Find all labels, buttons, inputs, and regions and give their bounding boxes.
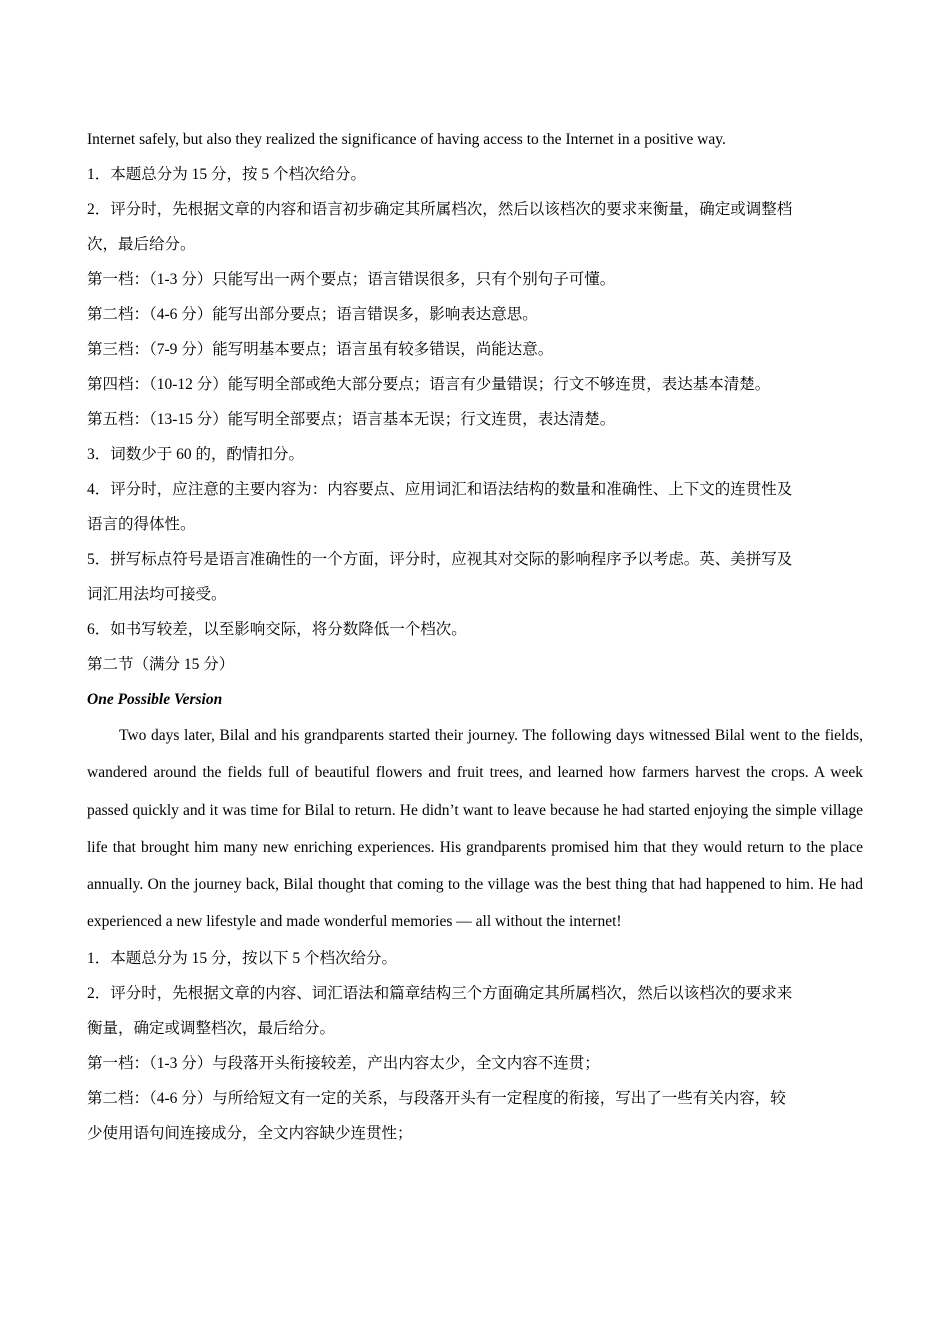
text-line: 第三档：（7-9 分）能写明基本要点；语言虽有较多错误，尚能达意。 (87, 341, 554, 358)
text-line: 1．本题总分为 15 分，按以下 5 个档次给分。 (87, 949, 398, 967)
text-line: Internet safely, but also they realized the significance of having access to the Internet in a positive way. (87, 131, 726, 148)
text-line: 少使用语句间连接成分，全文内容缺少连贯性； (87, 1124, 413, 1142)
text-line: 第二档：（4-6 分）与所给短文有一定的关系，与段落开头有一定程度的衔接，写出了一些有关内容，较 (87, 1089, 786, 1107)
text-line: 衡量，确定或调整档次，最后给分。 (87, 1019, 336, 1037)
text-line: 第一档：（1-3 分）只能写出一两个要点；语言错误很多，只有个别句子可懂。 (87, 271, 616, 288)
text-line: 3．词数少于 60 的，酌情扣分。 (87, 446, 305, 463)
text-line: 第五档：（13-15 分）能写明全部要点；语言基本无误；行文连贯，表达清楚。 (87, 411, 616, 428)
text-line: 6．如书写较差，以至影响交际，将分数降低一个档次。 (87, 621, 467, 638)
text-line: 词汇用法均可接受。 (87, 586, 227, 603)
text-line: 第四档：（10-12 分）能写明全部或绝大部分要点；语言有少量错误；行文不够连贯，表达基本清楚。 (87, 376, 771, 393)
text-line: 4．评分时，应注意的主要内容为：内容要点、应用词汇和语法结构的数量和准确性、上下文的连贯性及 (87, 481, 793, 498)
text-line: 2．评分时，先根据文章的内容和语言初步确定其所属档次，然后以该档次的要求来衡量，确定或调整档 (87, 201, 793, 218)
text-line: 语言的得体性。 (87, 516, 196, 533)
essay-paragraph: Two days later, Bilal and his grandparents started their journey. The following days witnessed Bilal went to the fields, wandered around the fields full of beautiful flowers and fruit trees, and learned how farmers harvest the crops. A week passed quickly and it was time for Bilal to return. He didn’t want to leave because he had started enjoying the simple village life that brought him many new enriching experiences. His grandparents promised him that they would return to the place annually. On the journey back, Bilal thought that coming to the village was the best thing that had happened to him. He had experienced a new lifestyle and made wonderful memories — all without the internet! (87, 727, 863, 931)
text-line: 次，最后给分。 (87, 236, 196, 253)
text-line: 2．评分时，先根据文章的内容、词汇语法和篇章结构三个方面确定其所属档次，然后以该档次的要求来 (87, 984, 793, 1002)
text-line: 1．本题总分为 15 分，按 5 个档次给分。 (87, 166, 367, 183)
section-heading: 第二节（满分 15 分） (87, 656, 235, 673)
version-title: One Possible Version (87, 691, 223, 708)
text-line: 第一档：（1-3 分）与段落开头衔接较差，产出内容太少，全文内容不连贯； (87, 1054, 600, 1072)
text-line: 5．拼写标点符号是语言准确性的一个方面，评分时，应视其对交际的影响程序予以考虑。英、美拼写及 (87, 551, 793, 568)
text-line: 第二档：（4-6 分）能写出部分要点；语言错误多，影响表达意思。 (87, 306, 538, 323)
page-content (87, 122, 863, 1151)
